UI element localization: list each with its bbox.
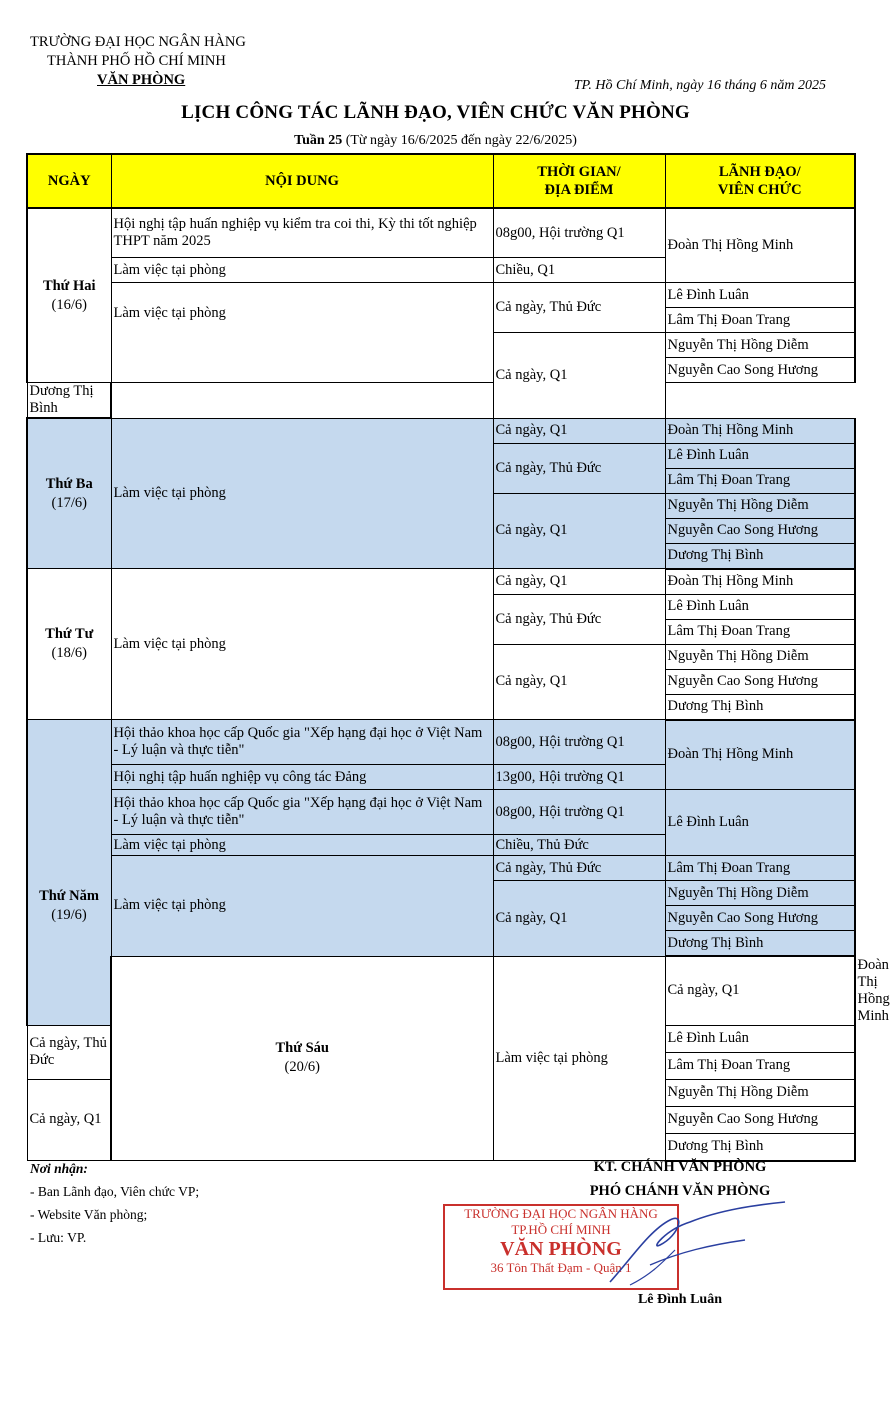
person-cell: Dương Thị Bình: [27, 383, 111, 419]
person-cell: Lê Đình Luân: [665, 790, 855, 856]
content-cell: Làm việc tại phòng: [111, 283, 493, 383]
time-cell: Cả ngày, Q1: [493, 333, 665, 419]
org-name-line2: THÀNH PHỐ HỒ CHÍ MINH: [47, 53, 226, 69]
content-cell: Làm việc tại phòng: [111, 258, 493, 283]
time-cell: Cả ngày, Thủ Đức: [493, 594, 665, 644]
time-cell: 08g00, Hội trường Q1: [493, 720, 665, 765]
person-cell: Nguyễn Thị Hồng Diễm: [665, 881, 855, 906]
person-cell: Lâm Thị Đoan Trang: [665, 308, 855, 333]
recipient-item: - Lưu: VP.: [30, 1230, 87, 1245]
day-name: Thứ Sáu: [275, 1040, 329, 1057]
person-cell: Dương Thị Bình: [665, 694, 855, 720]
person-cell: Dương Thị Bình: [665, 1133, 855, 1161]
day-name: Thứ Ba: [45, 475, 93, 492]
page-title: LỊCH CÔNG TÁC LÃNH ĐẠO, VIÊN CHỨC VĂN PHÒNG: [181, 102, 690, 123]
person-cell: Đoàn Thị Hồng Minh: [665, 569, 855, 595]
time-cell: Cả ngày, Thủ Đức: [493, 443, 665, 493]
content-cell: Làm việc tại phòng: [493, 956, 665, 1161]
table-row: [27, 383, 855, 419]
date-line: TP. Hồ Chí Minh, ngày 16 tháng 6 năm 2025: [573, 78, 826, 93]
recipients-label: Nơi nhận:: [30, 1161, 88, 1176]
content-cell: Làm việc tại phòng: [111, 569, 493, 720]
person-cell: Nguyễn Cao Song Hương: [665, 358, 855, 383]
day-cell-friday: [111, 956, 493, 1161]
content-cell: Hội thảo khoa học cấp Quốc gia "Xếp hạng đại học ở Việt Nam - Lý luận và thực tiễn": [111, 720, 493, 765]
handwritten-signature: [590, 1190, 790, 1290]
time-cell: 08g00, Hội trường Q1: [493, 208, 665, 258]
col-header-who-l2: VIÊN CHỨC: [717, 182, 802, 198]
time-cell: Cả ngày, Thủ Đức: [493, 856, 665, 881]
stamp-line2: TP.HỒ CHÍ MINH: [511, 1222, 611, 1237]
time-cell: Cả ngày, Q1: [493, 881, 665, 957]
org-header: [30, 33, 246, 90]
time-cell: Cả ngày, Q1: [493, 644, 665, 720]
col-header-time-l2: ĐỊA ĐIỂM: [544, 182, 614, 198]
table-row: [27, 418, 855, 443]
person-cell: Đoàn Thị Hồng Minh: [665, 720, 855, 790]
person-cell: Lâm Thị Đoan Trang: [665, 1052, 855, 1079]
day-date: (18/6): [51, 645, 87, 661]
col-header-time-l1: THỜI GIAN/: [537, 164, 621, 180]
table-row: [27, 283, 855, 308]
content-cell: Làm việc tại phòng: [111, 418, 493, 569]
time-cell: Chiều, Q1: [493, 258, 665, 283]
table-row: [27, 856, 855, 881]
time-cell: Cả ngày, Thủ Đức: [27, 1025, 111, 1079]
time-cell: Chiều, Thủ Đức: [493, 835, 665, 856]
person-cell: Nguyễn Cao Song Hương: [665, 518, 855, 543]
table-row: Thứ Sáu (20/6) Làm việc tại phòng Cả ngày, Q1 Đoàn Thị Hồng Minh: [27, 956, 855, 1025]
day-cell-thursday: [27, 720, 111, 1026]
content-cell: Hội nghị tập huấn nghiệp vụ công tác Đảng: [111, 765, 493, 790]
day-date: (16/6): [51, 296, 87, 313]
time-cell: Cả ngày, Q1: [493, 569, 665, 595]
day-date: (17/6): [51, 494, 87, 511]
week-number: Tuần 25: [294, 133, 343, 148]
person-cell: Nguyễn Cao Song Hương: [665, 669, 855, 694]
time-cell: Cả ngày, Q1: [493, 418, 665, 443]
person-cell: Dương Thị Bình: [665, 931, 855, 957]
person-cell: Nguyễn Cao Song Hương: [665, 906, 855, 931]
time-cell: Cả ngày, Thủ Đức: [493, 283, 665, 333]
col-header-who: [665, 154, 855, 208]
person-cell: Lâm Thị Đoan Trang: [665, 468, 855, 493]
time-cell: 13g00, Hội trường Q1: [493, 765, 665, 790]
time-cell: 08g00, Hội trường Q1: [493, 790, 665, 835]
person-cell: Nguyễn Thị Hồng Diễm: [665, 1079, 855, 1106]
person-cell: Đoàn Thị Hồng Minh: [665, 208, 855, 283]
person-cell: Nguyễn Cao Song Hương: [665, 1106, 855, 1133]
day-name: Thứ Năm: [39, 888, 99, 905]
day-date: (20/6): [284, 1059, 320, 1076]
time-cell: Cả ngày, Q1: [493, 493, 665, 569]
org-name-line1: TRƯỜNG ĐẠI HỌC NGÂN HÀNG: [30, 34, 246, 50]
col-header-day: NGÀY: [27, 154, 111, 208]
content-cell: Làm việc tại phòng: [111, 856, 493, 957]
person-cell: Nguyễn Thị Hồng Diễm: [665, 333, 855, 358]
recipients-block: [30, 1157, 199, 1249]
time-cell: Cả ngày, Q1: [665, 956, 855, 1025]
person-cell: Lê Đình Luân: [665, 443, 855, 468]
person-cell: Lâm Thị Đoan Trang: [665, 619, 855, 644]
day-name: Thứ Tư: [45, 626, 94, 642]
table-row: [27, 720, 855, 765]
col-header-time: [493, 154, 665, 208]
day-name: Thứ Hai: [42, 277, 96, 294]
week-range: (Từ ngày 16/6/2025 đến ngày 22/6/2025): [342, 133, 577, 148]
schedule-table: [26, 153, 890, 1162]
person-cell: Nguyễn Thị Hồng Diễm: [665, 493, 855, 518]
week-subtitle: [0, 133, 871, 149]
day-cell-wednesday: [27, 569, 111, 720]
stamp-line3: VĂN PHÒNG: [500, 1238, 622, 1260]
time-cell: Cả ngày, Q1: [27, 1079, 111, 1161]
signer-name: Lê Đình Luân: [637, 1292, 723, 1307]
day-date: (19/6): [51, 907, 87, 924]
department-name: VĂN PHÒNG: [97, 72, 186, 88]
person-cell: Lâm Thị Đoan Trang: [665, 856, 855, 881]
table-row: [27, 790, 855, 835]
person-cell: Nguyễn Thị Hồng Diễm: [665, 644, 855, 669]
person-cell: Lê Đình Luân: [665, 283, 855, 308]
table-row: [27, 569, 855, 595]
stamp-line4: 36 Tôn Thất Đạm - Quận 1: [490, 1260, 632, 1275]
recipient-item: - Ban Lãnh đạo, Viên chức VP;: [30, 1184, 200, 1199]
person-cell: Dương Thị Bình: [665, 543, 855, 569]
recipient-item: - Website Văn phòng;: [30, 1207, 148, 1222]
content-cell: Hội nghị tập huấn nghiệp vụ kiểm tra coi thi, Kỳ thi tốt nghiệp THPT năm 2025: [111, 208, 493, 258]
day-cell-tuesday: [27, 418, 111, 569]
person-cell: Lê Đình Luân: [665, 1025, 855, 1052]
person-cell: Đoàn Thị Hồng Minh: [665, 418, 855, 443]
content-cell: Làm việc tại phòng: [111, 835, 493, 856]
table-header-row: [27, 154, 855, 208]
person-cell: Lê Đình Luân: [665, 594, 855, 619]
content-cell: Hội thảo khoa học cấp Quốc gia "Xếp hạng đại học ở Việt Nam - Lý luận và thực tiễn": [111, 790, 493, 835]
col-header-content: NỘI DUNG: [111, 154, 493, 208]
col-header-who-l1: LÃNH ĐẠO/: [718, 164, 801, 180]
day-cell-monday: [27, 208, 111, 383]
sign-title-line1: KT. CHÁNH VĂN PHÒNG: [593, 1159, 767, 1175]
stamp-line1: TRƯỜNG ĐẠI HỌC NGÂN HÀNG: [464, 1206, 658, 1221]
sign-title-line2: PHÓ CHÁNH VĂN PHÒNG: [589, 1183, 771, 1199]
